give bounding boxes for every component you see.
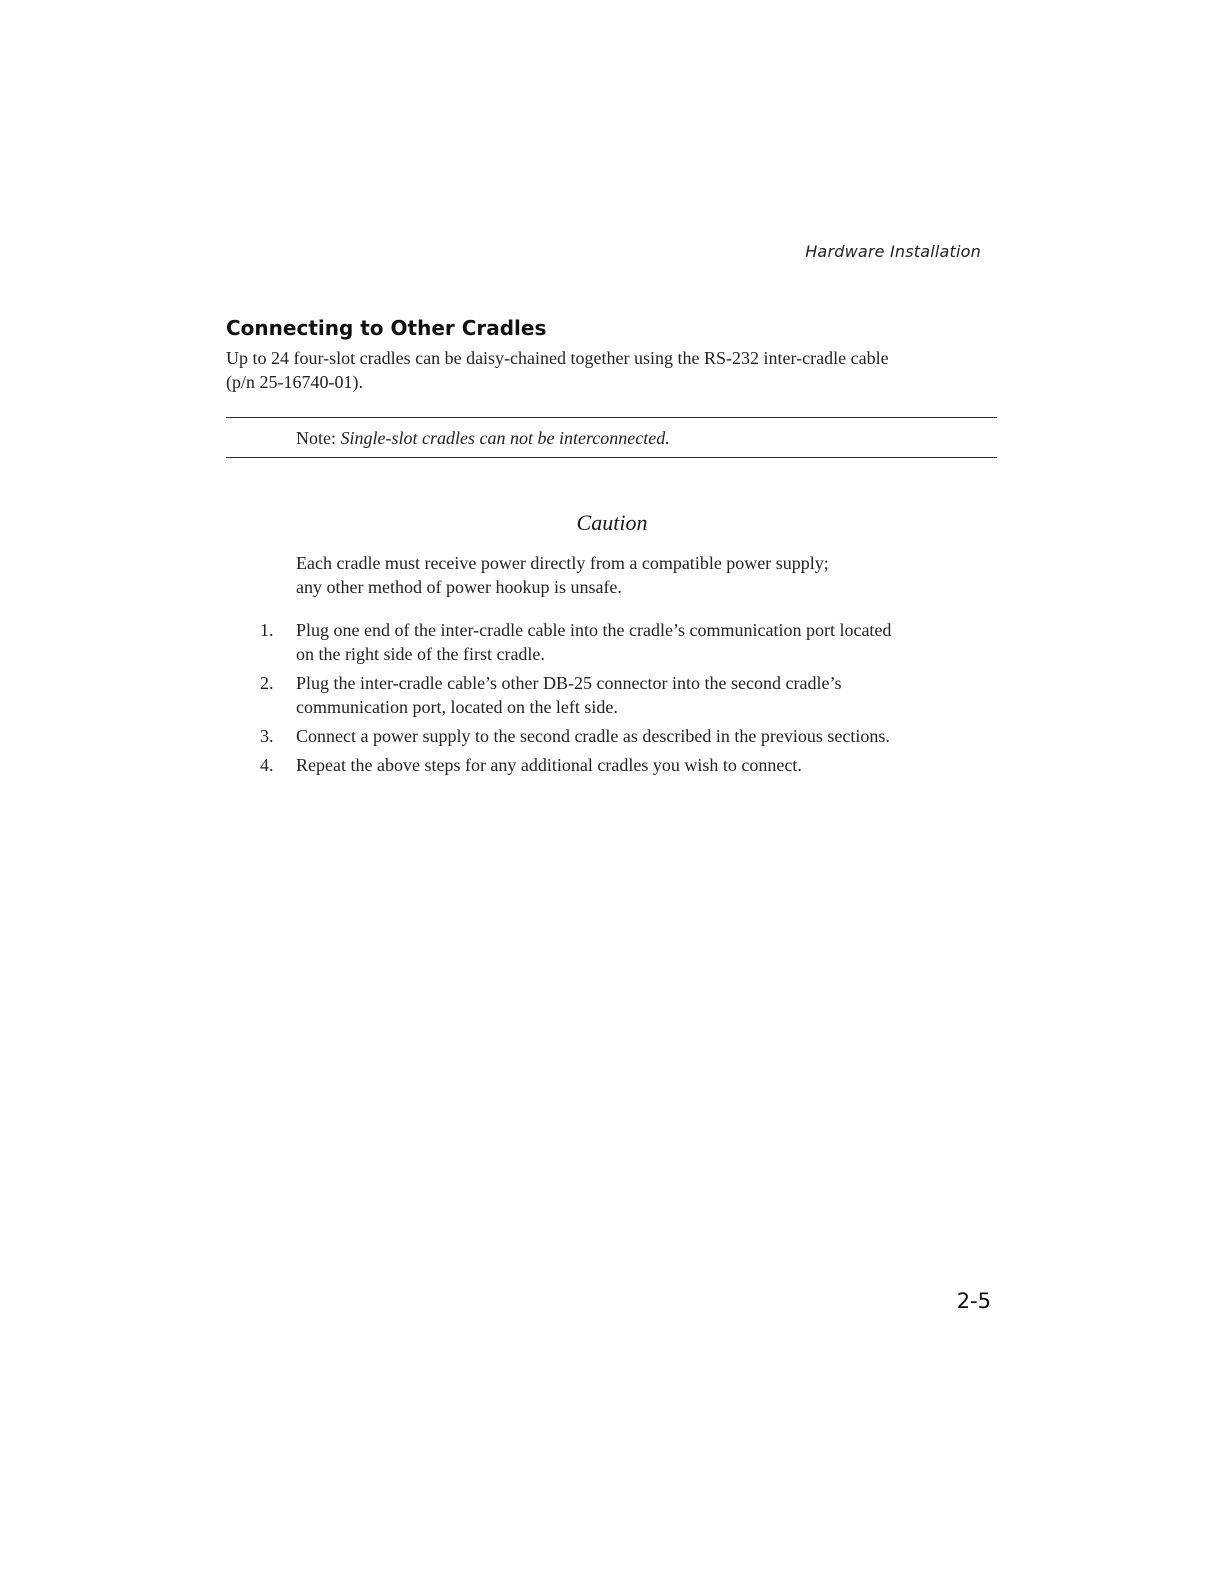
intro-line-1: Up to 24 four-slot cradles can be daisy-chained together using the RS-232 inter-cradle cable [226,348,889,368]
step-item [260,671,1000,719]
caution-body [296,551,936,599]
note-bottom-rule [226,457,997,458]
note [296,428,670,449]
steps-list [260,618,1000,782]
note-label: Note: [296,428,336,448]
section-title: Connecting to Other Cradles [226,316,547,340]
step-item [260,618,1000,666]
note-top-rule [226,417,997,418]
step-text-line-2: communication port, located on the left side. [296,697,618,717]
step-item [260,753,1000,777]
running-header: Hardware Installation [805,242,981,261]
step-item [260,724,1000,748]
caution-line-1: Each cradle must receive power directly from a compatible power supply; [296,553,829,573]
step-text-line-1: Connect a power supply to the second cradle as described in the previous sections. [296,726,890,746]
step-number: 4. [260,755,274,775]
step-text-line-1: Plug one end of the inter-cradle cable into the cradle’s communication port located [296,620,892,640]
step-text-line-2: on the right side of the first cradle. [296,644,545,664]
caution-line-2: any other method of power hookup is unsafe. [296,577,622,597]
step-text-line-1: Plug the inter-cradle cable’s other DB-25 connector into the second cradle’s [296,673,842,693]
note-text: Single-slot cradles can not be interconnected. [340,428,670,448]
step-number: 3. [260,726,274,746]
step-number: 1. [260,620,274,640]
page-number: 2-5 [956,1289,991,1313]
intro-line-2: (p/n 25-16740-01). [226,372,363,392]
intro-paragraph [226,346,1001,394]
step-number: 2. [260,673,274,693]
caution-title: Caution [576,510,648,535]
step-text-line-1: Repeat the above steps for any additional cradles you wish to connect. [296,755,802,775]
